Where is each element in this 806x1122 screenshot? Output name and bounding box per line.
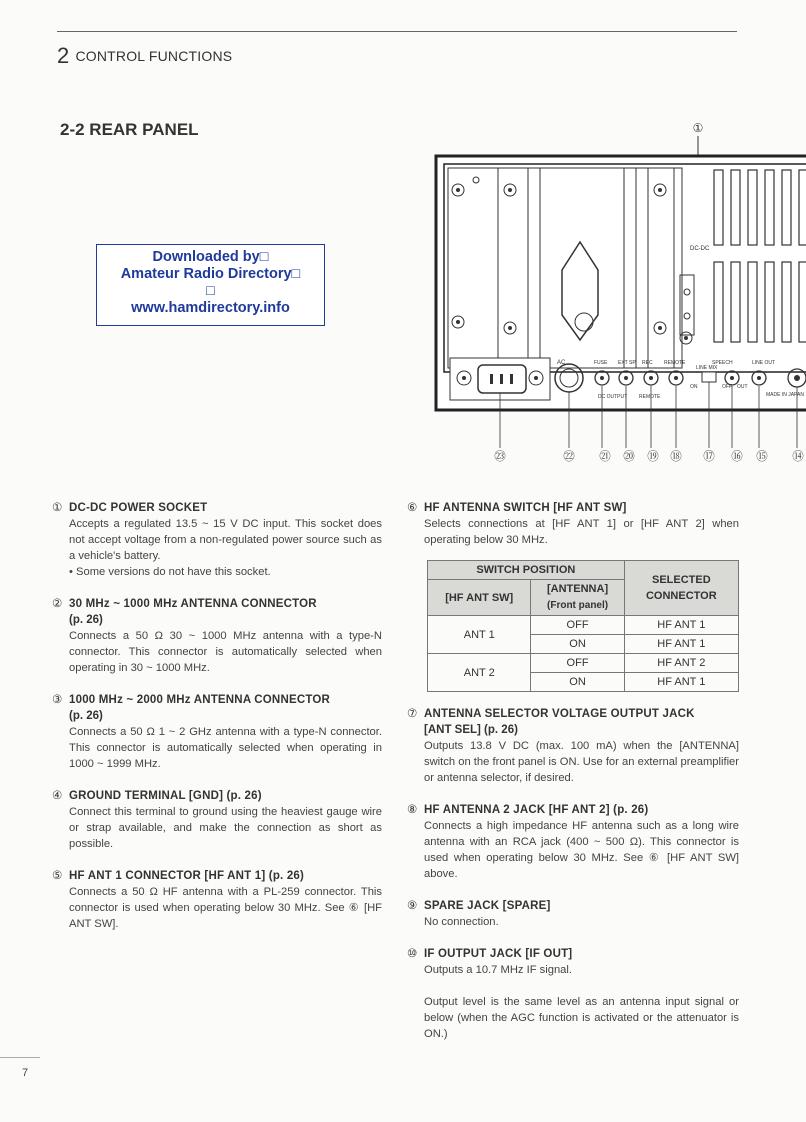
switch-table [427,560,739,692]
download-line-3: □ [206,283,215,299]
item-subtitle: (p. 26) [69,710,103,722]
label-line-mix: LINE MIX [696,365,718,371]
item-body: Selects connections at [HF ANT 1] or [HF ANT 2] when operating below 30 MHz. [424,518,739,546]
item-body: Connects a 50 Ω 30 ~ 1000 MHz antenna with a type-N connector. This connector is automatically selected when operating in 30 ~ 1000 MHz. [69,630,382,674]
cell-ant: OFF [531,616,624,635]
right-column [407,500,739,1058]
callout-22: ㉒ [563,451,575,463]
download-line-2: Amateur Radio Directory□ [120,266,301,282]
item-title: ⑨ SPARE JACK [SPARE] [407,900,551,912]
item-6 [407,500,739,548]
item-body: Outputs 13.8 V DC (max. 100 mA) when the [ANTENNA] switch on the front panel is ON. Use for an external preamplifier or antenna selector, if desired. [424,740,739,784]
callout-20: ⑳ [623,451,635,463]
callout-16: ⑯ [731,451,743,463]
section-title: 2-2 REAR PANEL [60,120,199,139]
label-rec: REC [642,360,653,366]
label-off: OFF [722,384,732,390]
item-title: ① DC-DC POWER SOCKET [52,502,208,514]
item-body: Accepts a regulated 13.5 ~ 15 V DC input. This socket does not accept voltage from a non-regulated power source such as a vehicle's battery. [69,518,382,562]
download-line-1: Downloaded by□ [152,249,269,265]
label-speech: SPEECH [712,360,733,366]
callout-15: ⑮ [756,451,768,463]
th-switch-position: SWITCH POSITION [428,561,625,580]
label-ac: AC [557,360,566,366]
cell-ant: ON [531,635,624,654]
item-note: • Some versions do not have this socket. [69,566,271,578]
page-number: 7 [22,1067,29,1079]
cell-ant: OFF [531,654,624,673]
item-body: Connects a 50 Ω HF antenna with a PL-259 connector. This connector is used when operating below 30 MHz. See ⑥ [HF ANT SW]. [69,886,382,930]
header-rule [57,31,737,32]
item-subtitle: [ANT SEL] (p. 26) [424,724,518,736]
item-9 [407,898,739,930]
item-8 [407,802,739,882]
callout-19: ⑲ [647,451,659,463]
item-title: ⑤ HF ANT 1 CONNECTOR [HF ANT 1] (p. 26) [52,870,305,882]
label-remote: REMOTE [664,360,686,366]
cell-sw: ANT 1 [428,616,531,654]
callout-17: ⑰ [703,451,715,463]
callout-18: ⑱ [670,451,682,463]
item-body: No connection. [424,916,499,928]
item-body: Connect this terminal to ground using the heaviest gauge wire or strap available, and make the connection as short as possible. [69,806,382,850]
cell-sel: HF ANT 1 [624,616,738,635]
item-1 [52,500,382,580]
cell-sel: HF ANT 1 [624,635,738,654]
item-title: ④ GROUND TERMINAL [GND] (p. 26) [52,790,262,802]
label-remote-2: REMOTE [639,394,661,400]
label-ext-sp: EXT SP [618,360,636,366]
download-line-4[interactable]: www.hamdirectory.info [131,300,290,316]
callout-21: ㉑ [599,451,611,463]
item-10 [407,946,739,1042]
chapter-header [57,43,232,69]
item-title: ② 30 MHz ~ 1000 MHz ANTENNA CONNECTOR [52,598,317,610]
label-line-out: LINE OUT [752,360,776,366]
callout-1: ① [692,121,704,135]
item-2 [52,596,382,676]
rear-panel-drawing [432,110,806,470]
rear-panel-illustration [432,110,806,470]
item-5 [52,868,382,932]
cell-sw: ANT 2 [428,654,531,692]
th-antenna: [ANTENNA] (Front panel) [531,580,624,616]
item-title: ⑧ HF ANTENNA 2 JACK [HF ANT 2] (p. 26) [407,804,649,816]
item-3 [52,692,382,772]
callout-23: ㉓ [494,451,506,463]
chapter-title: CONTROL FUNCTIONS [75,48,233,64]
th-selected-connector: SELECTED CONNECTOR [624,561,738,616]
item-title: ⑩ IF OUTPUT JACK [IF OUT] [407,948,573,960]
label-dc-output: DC OUTPUT [598,394,628,400]
item-4 [52,788,382,852]
item-body: Connects a 50 Ω 1 ~ 2 GHz antenna with a type-N connector. This connector is automatically selected when operating in 1000 ~ 1999 MHz. [69,726,382,770]
item-body: Connects a high impedance HF antenna such as a long wire antenna with an RCA jack (400 ~ 500 Ω). This connector is used when operating below 30 MHz. See ⑥ [HF ANT SW] above. [424,820,739,880]
callout-14: ⑭ [792,451,804,463]
label-out: OUT [737,384,748,390]
label-fuse: FUSE [594,360,608,366]
left-column [52,500,382,948]
cell-sel: HF ANT 2 [624,654,738,673]
label-dcdc: DC-DC [690,246,710,252]
item-extra: Output level is the same level as an antenna input signal or below (when the AGC function is activated or the attenuator is ON.) [424,996,739,1040]
label-made-in-japan: MADE IN JAPAN [766,392,804,398]
item-subtitle: (p. 26) [69,614,103,626]
page-rule [0,1057,40,1058]
item-title: ⑦ ANTENNA SELECTOR VOLTAGE OUTPUT JACK [407,708,695,720]
item-7 [407,706,739,786]
chapter-number: 2 [57,43,70,68]
cell-ant: ON [531,673,624,692]
item-body: Outputs a 10.7 MHz IF signal. [424,964,572,976]
th-hf-ant-sw: [HF ANT SW] [428,580,531,616]
item-title: ③ 1000 MHz ~ 2000 MHz ANTENNA CONNECTOR [52,694,330,706]
item-title: ⑥ HF ANTENNA SWITCH [HF ANT SW] [407,502,627,514]
label-on: ON [690,384,698,390]
download-box [96,244,325,326]
cell-sel: HF ANT 1 [624,673,738,692]
